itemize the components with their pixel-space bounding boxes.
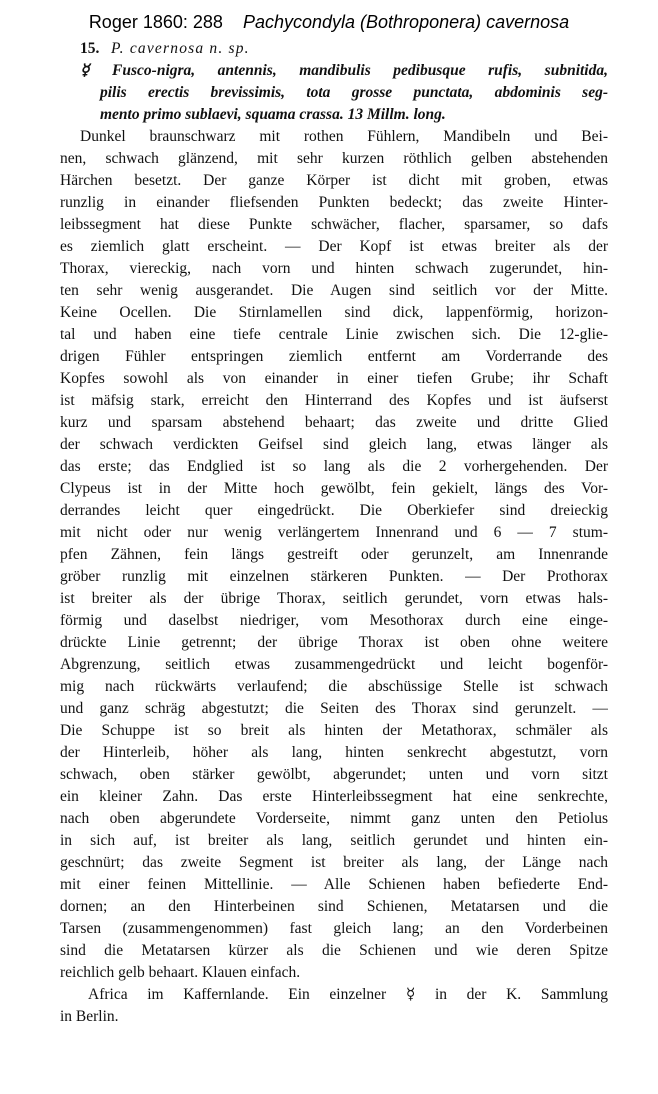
description-line: ist mäfsig stark, erreicht den Hinterrand des Kopfes und ist äufserst bbox=[60, 392, 608, 409]
description-line: das erste; das Endglied ist so lang als die 2 vorhergehenden. Der bbox=[60, 458, 608, 475]
locality-block bbox=[60, 984, 608, 1028]
description-block bbox=[60, 126, 608, 984]
description-line: in sich auf, ist breiter als lang, seitlich gerundet und hinten ein- bbox=[60, 832, 608, 849]
diagnosis-line: mento primo sublaevi, squama crassa. 13 Millm. long. bbox=[100, 106, 446, 123]
description-line: leibssegment hat diese Punkte schwächer, flacher, sparsamer, so dafs bbox=[60, 216, 608, 233]
description-line: Härchen besetzt. Der ganze Körper ist dicht mit groben, etwas bbox=[60, 172, 608, 189]
description-line: nach oben abgerundete Vorderseite, nimmt ganz unten den Petiolus bbox=[60, 810, 608, 827]
description-line: runzlig in einander fliefsenden Punkten bedeckt; das zweite Hinter- bbox=[60, 194, 608, 211]
description-line: mit nicht oder nur wenig verlängertem Innenrand und 6 — 7 stum- bbox=[60, 524, 608, 541]
description-line: ten sehr wenig ausgerandet. Die Augen sind seitlich vor der Mitte. bbox=[60, 282, 608, 299]
description-line: ist breiter als der übrige Thorax, seitlich gerundet, vorn etwas hals- bbox=[60, 590, 608, 607]
header-species: Pachycondyla (Bothroponera) cavernosa bbox=[242, 12, 570, 32]
description-line: es ziemlich glatt erscheint. — Der Kopf ist etwas breiter als der bbox=[60, 238, 608, 255]
header-source: Roger 1860: 288 bbox=[88, 12, 223, 32]
description-line: und ganz schräg abgestutzt; die Seiten des Thorax sind gerunzelt. — bbox=[60, 700, 608, 717]
description-line: Keine Ocellen. Die Stirnlamellen sind dick, lappenförmig, horizon- bbox=[60, 304, 608, 321]
description-line: Die Schuppe ist so breit als hinten der Metathorax, schmäler als bbox=[60, 722, 608, 739]
diagnosis-line: ☿ Fusco-nigra, antennis, mandibulis pedibusque rufis, subnitida, bbox=[80, 62, 608, 79]
description-line: drigen Fühler entspringen ziemlich entfernt am Vorderrande des bbox=[60, 348, 608, 365]
page-header bbox=[0, 8, 658, 36]
description-line: reichlich gelb behaart. Klauen einfach. bbox=[60, 964, 301, 981]
locality-line: Africa im Kaffernlande. Ein einzelner ☿ in der K. Sammlung bbox=[88, 986, 608, 1003]
description-line: geschnürt; das zweite Segment ist breiter als lang, der Länge nach bbox=[60, 854, 608, 871]
description-line: Kopfes sowohl als von einander in einer tiefen Grube; ihr Schaft bbox=[60, 370, 608, 387]
description-line: mig nach rückwärts verlaufend; die abschüssige Stelle ist schwach bbox=[60, 678, 608, 695]
description-line: mit einer feinen Mittellinie. — Alle Schienen haben befiederte End- bbox=[60, 876, 608, 893]
description-line: sind die Metatarsen kürzer als die Schienen und wie deren Spitze bbox=[60, 942, 608, 959]
description-line: Thorax, viereckig, nach vorn und hinten schwach zugerundet, hin- bbox=[60, 260, 608, 277]
description-line: ein kleiner Zahn. Das erste Hinterleibssegment hat eine senkrechte, bbox=[60, 788, 608, 805]
description-line: Tarsen (zusammengenommen) fast gleich lang; an den Vorderbeinen bbox=[60, 920, 608, 937]
description-line: Abgrenzung, seitlich etwas zusammengedrückt und leicht bogenför- bbox=[60, 656, 608, 673]
document-body bbox=[60, 38, 608, 1028]
description-line: der schwach verdickten Geifsel sind gleich lang, etwas länger als bbox=[60, 436, 608, 453]
description-line: tal und haben eine tiefe centrale Linie zwischen sich. Die 12-glie- bbox=[60, 326, 608, 343]
description-line: nen, schwach glänzend, mit sehr kurzen röthlich gelben abstehenden bbox=[60, 150, 608, 167]
entry-number: 15. bbox=[80, 40, 100, 57]
diagnosis-line: pilis erectis brevissimis, tota grosse punctata, abdominis seg- bbox=[100, 84, 608, 101]
description-line: der Hinterleib, höher als lang, hinten senkrecht abgestutzt, vorn bbox=[60, 744, 608, 761]
description-line: kurz und sparsam abstehend behaart; das zweite und dritte Glied bbox=[60, 414, 608, 431]
description-line: dornen; an den Hinterbeinen sind Schienen, Metatarsen und die bbox=[60, 898, 608, 915]
locality-line: in Berlin. bbox=[60, 1008, 119, 1025]
description-line: schwach, oben stärker gewölbt, abgerundet; unten und vorn sitzt bbox=[60, 766, 608, 783]
entry-heading bbox=[60, 38, 608, 60]
description-line: derrandes leicht quer eingedrückt. Die Oberkiefer sind dreieckig bbox=[60, 502, 608, 519]
description-line: förmig und daselbst niedriger, vom Mesothorax durch eine einge- bbox=[60, 612, 608, 629]
description-line: drückte Linie getrennt; der übrige Thorax ist oben ohne weitere bbox=[60, 634, 608, 651]
description-line: Dunkel braunschwarz mit rothen Fühlern, Mandibeln und Bei- bbox=[80, 128, 608, 145]
entry-name: P. cavernosa n. sp. bbox=[111, 40, 250, 57]
description-line: Clypeus ist in der Mitte hoch gewölbt, fein gekielt, längs des Vor- bbox=[60, 480, 608, 497]
description-line: pfen Zähnen, fein längs gestreift oder gerunzelt, am Innenrande bbox=[60, 546, 608, 563]
description-line: gröber runzlig mit einzelnen stärkeren Punkten. — Der Prothorax bbox=[60, 568, 608, 585]
diagnosis-block bbox=[60, 60, 608, 126]
